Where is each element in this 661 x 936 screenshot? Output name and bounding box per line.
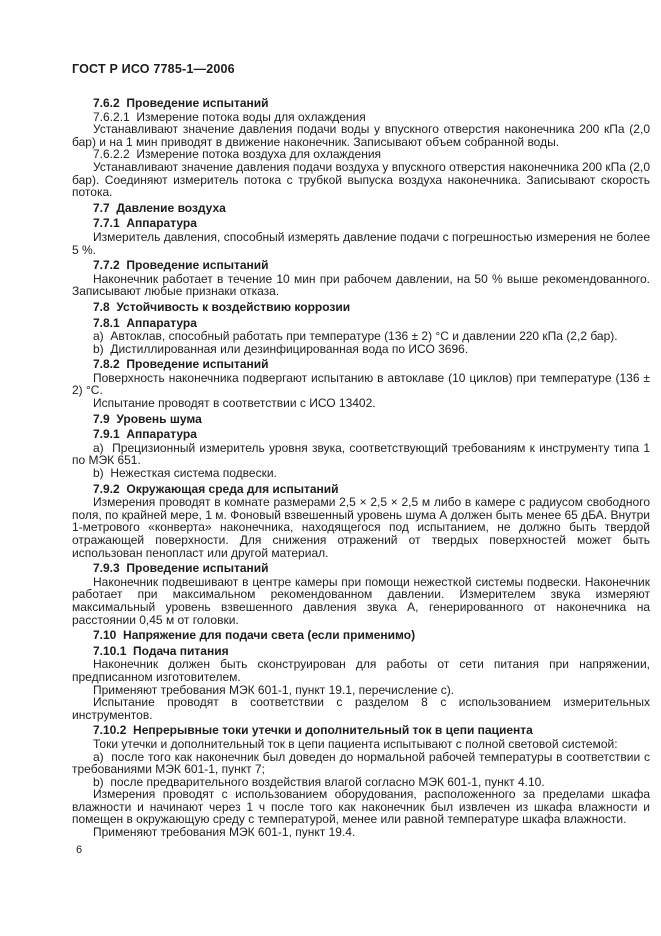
section-heading: 7.7 Давление воздуха — [93, 200, 226, 215]
page-number: 6 — [76, 844, 83, 856]
running-header: ГОСТ Р ИСО 7785-1—2006 — [72, 62, 235, 76]
section-heading: 7.10 Напряжение для подачи света (если применимо) — [93, 628, 416, 643]
section-heading: 7.7.2 Проведение испытаний — [93, 258, 269, 273]
list-item: a) Автоклав, способный работать при температуре (136 ± 2) °С и давлении 220 кПа (2,2 бар). — [93, 329, 618, 344]
section-heading: 7.9.2 Окружающая среда для испытаний — [93, 481, 339, 496]
section-heading: 7.6.2 Проведение испытаний — [93, 96, 269, 110]
paragraph: 7.6.2.2 Измерение потока воздуха для охлаждения — [93, 147, 382, 162]
section-heading: 7.9.3 Проведение испытаний — [93, 561, 269, 576]
paragraph: Применяют требования МЭК 601-1, пункт 19.4. — [93, 825, 356, 840]
paragraph: Испытание проводят в соответствии с ИСО 13402. — [93, 396, 376, 411]
paragraph: Измерения проводят в комнате размерами 2,5 × 2,5 × 2,5 м либо в камере с радиусом свободного поля, по крайней мере, 1 м. Фоновый взвешенный уровень шума А должен быть менее 65 дБА. Внутри 1-метрового «конверта» наконечника, находящегося под испытанием, не должно быть твердой отражающей поверхности. Для снижения отражений от твердых поверхностей может быть использован пенопласт или другой материал. — [72, 495, 650, 560]
list-item: b) Дистиллированная или дезинфицированная вода по ИСО 3696. — [93, 341, 469, 356]
paragraph: Измерения проводят с использованием оборудования, расположенного за пределами шкафа влажности и начинают через 1 ч после того как наконечник был извлечен из шкафа влажности и помещен в окружающую среду с температурой, менее или равной температуре шкафа влажности. — [72, 787, 650, 827]
paragraph: Применяют требования МЭК 601-1, пункт 19.1, перечисление c). — [93, 682, 455, 697]
paragraph: Поверхность наконечника подвергают испытанию в автоклаве (10 циклов) при температуре (136 ± 2) °С. — [72, 370, 650, 398]
paragraph: Устанавливают значение давления подачи воды у впускного отверстия наконечника 200 кПа (2,0 бар) и на 1 мин приводят в движение наконечник. Записывают объем собранной воды. — [72, 122, 650, 149]
list-item: a) после того как наконечник был доведен до нормальной рабочей температуры в соответствии с требованиями МЭК 601-1, пункт 7; — [72, 749, 650, 777]
paragraph: Наконечник должен быть сконструирован для работы от сети питания при напряжении, предписанном изготовителем. — [72, 657, 650, 684]
section-heading: 7.8.2 Проведение испытаний — [93, 357, 269, 372]
section-heading: 7.7.1 Аппаратура — [93, 216, 197, 231]
list-item: b) после предварительного воздействия влагой согласно МЭК 601-1, пункт 4.10. — [93, 774, 545, 789]
paragraph: Испытание проводят в соответствии с разделом 8 с использованием измерительных инструментов. — [72, 695, 650, 722]
paragraph: Измеритель давления, способный измерять давление подачи с погрешностью измерения не более 5 %. — [72, 229, 650, 257]
section-heading: 7.9.1 Аппаратура — [93, 427, 197, 442]
section-heading: 7.8.1 Аппаратура — [93, 315, 197, 330]
section-heading: 7.10.2 Непрерывные токи утечки и дополнительный ток в цепи пациента — [93, 723, 533, 738]
section-heading: 7.9 Уровень шума — [93, 411, 202, 426]
paragraph: Устанавливают значение давления подачи воздуха у впускного отверстия наконечника 200 кПа (2,0 бар). Соединяют измеритель потока с трубкой выпуска воздуха наконечника. Записывают скорость потока. — [72, 159, 650, 200]
section-heading: 7.10.1 Подача питания — [93, 643, 229, 658]
paragraph: Токи утечки и дополнительный ток в цепи пациента испытывают с полной световой системой: — [93, 736, 618, 751]
paragraph: Наконечник подвешивают в центре камеры при помощи нежесткой системы подвески. Наконечник работает при максимальном рекомендованном давлении. Измерителем звука измеряют максимальный уровень взвешенного давления звука А, генерированного от наконечника на расстоянии 0,45 м от головки. — [72, 574, 650, 627]
document-body — [72, 94, 650, 839]
paragraph: 7.6.2.1 Измерение потока воды для охлаждения — [93, 109, 366, 124]
paragraph: Наконечник работает в течение 10 мин при рабочем давлении, на 50 % выше рекомендованного. Записывают любые признаки отказа. — [72, 271, 650, 299]
section-heading: 7.8 Устойчивость к воздействию коррозии — [93, 299, 351, 314]
list-item: a) Прецизионный измеритель уровня звука, соответствующий требованиям к инструменту типа 1 по МЭК 651. — [72, 440, 650, 468]
list-item: b) Нежесткая система подвески. — [93, 466, 277, 481]
